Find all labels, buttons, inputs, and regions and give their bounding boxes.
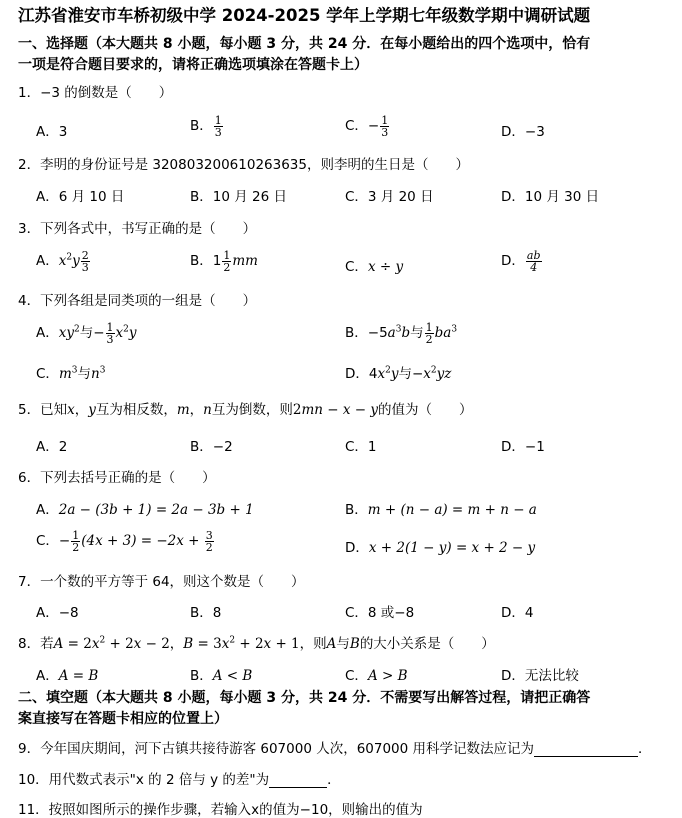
q3-a-num: 2 xyxy=(81,248,89,262)
q4-b-den: 2 xyxy=(425,332,433,346)
q1-c-num: 1 xyxy=(381,113,389,127)
question-7-stem: 7．一个数的平方等于 64，则这个数是（ ） xyxy=(18,574,305,590)
q8-stem-d: 的大小关系是（ ） xyxy=(359,636,495,652)
section-fill-heading xyxy=(18,688,668,730)
question-3-stem: 3．下列各式中，书写正确的是（ ） xyxy=(18,221,257,237)
q3-option-b-label: B．1 xyxy=(190,253,222,269)
q6-option-b-label: B． xyxy=(345,502,368,518)
q8-option-a-label: A． xyxy=(36,668,59,684)
q4-d-mid: 与− xyxy=(398,366,424,382)
question-1-stem: 1．−3 的倒数是（ ） xyxy=(18,85,173,101)
q4-option-d-label: D．4 xyxy=(345,366,378,382)
q1-option-c-fraction xyxy=(380,115,389,138)
q8-option-b xyxy=(190,664,252,684)
q10-end: ． xyxy=(327,772,341,788)
q9-answer-blank[interactable] xyxy=(534,742,638,757)
q3-option-c-label: C． xyxy=(345,259,368,275)
q3-option-a-label: A． xyxy=(36,253,59,269)
q5-stem-d: 的值为（ ） xyxy=(378,402,473,418)
q4-b-fraction xyxy=(425,322,434,345)
q8-c-expr: A > B xyxy=(367,668,408,684)
question-5-stem: 5．已知x，y互为相反数，m，n互为倒数，则2mn − x − y的值为（ ） xyxy=(18,402,473,418)
section-choice-line2: 一项是符合题目要求的，请将正确选项填涂在答题卡上） xyxy=(18,57,368,73)
q3-a-fraction xyxy=(81,250,90,273)
q4-a-den: 3 xyxy=(106,332,114,346)
q6-a-expr: 2a − (3b + 1) = 2a − 3b + 1 xyxy=(58,502,254,518)
q3-d-den: 4 xyxy=(530,260,538,274)
question-8-stem: 8．若$A = 2x^2 + 2x - 2$，$B = 3x^2 + 2x + 1$，则A与B的大小关系是（ ） xyxy=(18,635,495,652)
q3-d-fraction xyxy=(526,250,542,273)
q6-option-c-label: C．− xyxy=(36,533,71,549)
q4-a-num: 1 xyxy=(106,320,114,334)
q5-stem-b: 互为相反数， xyxy=(95,402,177,418)
section-fill-line2: 案直接写在答题卡相应的位置上） xyxy=(18,711,228,727)
q4-a-fraction xyxy=(106,322,115,345)
question-11-stem: 11．按照如图所示的操作步骤，若输入x的值为−10，则输出的值为 xyxy=(18,802,423,818)
question-6-stem: 6．下列去括号正确的是（ ） xyxy=(18,470,216,486)
section-choice-line1: 一、选择题（本大题共 8 小题，每小题 3 分，共 24 分．在每小题给出的四个选项中，恰有 xyxy=(18,36,591,52)
q8-option-b-label: B． xyxy=(190,668,213,684)
question-2-stem: 2．李明的身份证号是 320803200610263635，则李明的生日是（ ） xyxy=(18,157,469,173)
section-fill-line1: 二、填空题（本大题共 8 小题，每小题 3 分，共 24 分．不需要写出解答过程，请把正确答 xyxy=(18,690,591,706)
question-9 xyxy=(18,737,652,757)
q5-option-a: A．2 xyxy=(36,439,68,455)
q8-stem-b: ，则 xyxy=(299,636,327,652)
question-4-stem: 4．下列各组是同类项的一组是（ ） xyxy=(18,293,257,309)
q7-option-b: B．8 xyxy=(190,605,222,621)
q4-option-b-label: B．−5 xyxy=(345,325,388,341)
q1-option-b-fraction xyxy=(214,115,223,138)
q1-b-den: 3 xyxy=(214,125,222,139)
q3-d-num: ab xyxy=(526,248,541,262)
q10-answer-blank[interactable] xyxy=(269,773,327,788)
q3-a-den: 3 xyxy=(81,260,89,274)
q2-option-a: A．6 月 10 日 xyxy=(36,189,125,205)
q6-option-d xyxy=(345,536,535,556)
q6-c-fraction-2 xyxy=(205,530,214,553)
q6-option-d-label: D． xyxy=(345,540,369,556)
q6-option-a xyxy=(36,498,254,518)
q3-b-unit: mm xyxy=(232,253,258,269)
q6-c-mid: (4x + 3) = −2x + xyxy=(81,533,204,549)
q1-option-c-label: C．− xyxy=(345,118,380,134)
q4-a-mid: 与− xyxy=(79,325,105,341)
q3-b-fraction xyxy=(222,250,231,273)
section-choice-heading xyxy=(18,34,668,76)
q4-b-num: 1 xyxy=(425,320,433,334)
q4-option-a: A．$xy^2$与− $\frac{1}{3}$ $x^2y$ xyxy=(36,320,137,346)
q7-option-c: C．8 或−8 xyxy=(345,605,415,621)
q6-option-c xyxy=(36,529,215,553)
q4-b-mid: 与 xyxy=(410,325,424,341)
q1-option-c xyxy=(345,114,390,138)
q8-option-c xyxy=(345,664,408,684)
q6-option-b xyxy=(345,498,537,518)
q4-option-c: C．$m^3$与$n^3$ xyxy=(36,365,106,382)
q5-option-b: B．−2 xyxy=(190,439,233,455)
q1-c-den: 3 xyxy=(381,125,389,139)
q6-c-num2: 3 xyxy=(205,528,213,542)
q6-d-expr: x + 2(1 − y) = x + 2 − y xyxy=(368,540,536,556)
q4-c-mid: 与 xyxy=(77,366,91,382)
q1-option-b-label: B． xyxy=(190,118,213,134)
q2-option-c: C．3 月 20 日 xyxy=(345,189,434,205)
q3-b-den: 2 xyxy=(223,260,231,274)
q3-c-expr: x ÷ y xyxy=(367,259,404,275)
q4-option-b: B．$-5a^3b$与 $\frac{1}{2}$ $ba^3$ xyxy=(345,320,458,346)
q5-stem-a: 5．已知 xyxy=(18,402,68,418)
q8-option-c-label: C． xyxy=(345,668,368,684)
q1-b-num: 1 xyxy=(214,113,222,127)
q4-option-c-label: C． xyxy=(36,366,59,382)
q7-option-a: A．−8 xyxy=(36,605,79,621)
q1-option-b xyxy=(190,114,224,138)
q7-option-d: D．4 xyxy=(501,605,534,621)
q8-option-d: D．无法比较 xyxy=(501,668,579,684)
q2-option-d: D．10 月 30 日 xyxy=(501,189,600,205)
q3-option-c xyxy=(345,255,403,275)
q4-option-a-label: A． xyxy=(36,325,59,341)
q3-option-d-label: D． xyxy=(501,253,525,269)
q5-option-d: D．−1 xyxy=(501,439,545,455)
q8-stem-a: 8．若 xyxy=(18,636,54,652)
q4-option-d: D．$4x^2y$与$-x^2yz$ xyxy=(345,365,452,382)
q9-end: ． xyxy=(638,741,652,757)
q6-c-den1: 2 xyxy=(72,540,80,554)
q6-option-a-label: A． xyxy=(36,502,59,518)
q3-option-d xyxy=(501,249,543,273)
q8-stem-c: 与 xyxy=(336,636,350,652)
q6-c-num1: 1 xyxy=(72,528,80,542)
exam-title: 江苏省淮安市车桥初级中学 2024-2025 学年上学期七年级数学期中调研试题 xyxy=(18,6,591,25)
q3-option-b xyxy=(190,249,258,273)
q6-c-fraction-1 xyxy=(71,530,80,553)
q5-option-c: C．1 xyxy=(345,439,377,455)
q9-stem: 9．今年国庆期间，河下古镇共接待游客 607000 人次，607000 用科学记数法应记为 xyxy=(18,741,535,757)
q1-option-a: A．3 xyxy=(36,124,68,140)
q2-option-b: B．10 月 26 日 xyxy=(190,189,287,205)
q5-stem-c: 互为倒数，则 xyxy=(211,402,293,418)
question-10 xyxy=(18,768,341,788)
q3-option-a: A．$x^2y$ $\frac{2}{3}$ xyxy=(36,248,89,274)
q1-option-d: D．−3 xyxy=(501,124,545,140)
q3-b-num: 1 xyxy=(223,248,231,262)
q8-option-a xyxy=(36,664,98,684)
q6-b-expr: m + (n − a) = m + n − a xyxy=(367,502,537,518)
q8-a-expr: A = B xyxy=(58,668,99,684)
q8-b-expr: A < B xyxy=(212,668,253,684)
q10-stem: 10．用代数式表示"x 的 2 倍与 y 的差"为 xyxy=(18,772,270,788)
q6-c-den2: 2 xyxy=(205,540,213,554)
